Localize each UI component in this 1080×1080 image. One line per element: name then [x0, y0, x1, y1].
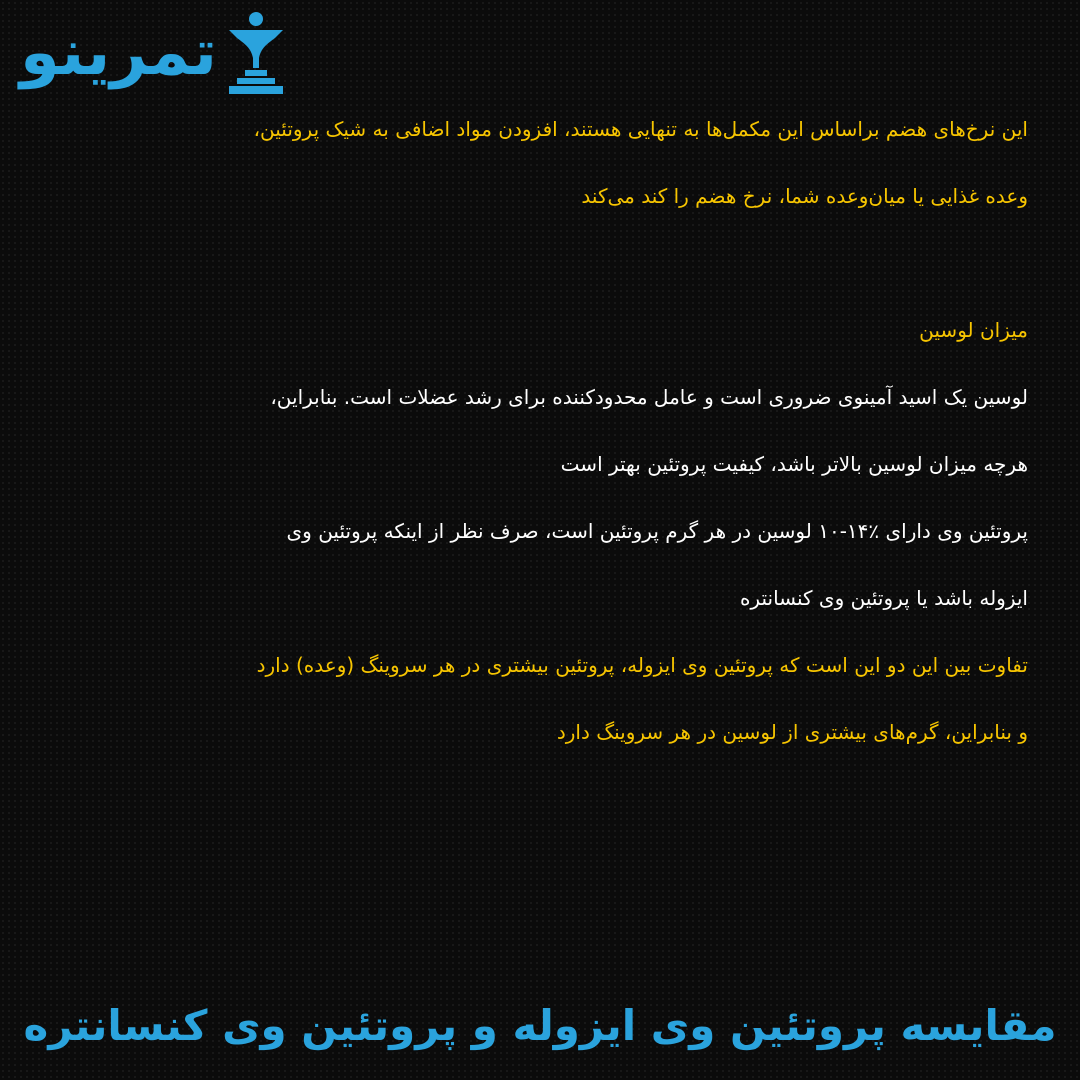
article-body [70, 96, 1028, 766]
chess-piece-icon [223, 10, 289, 96]
body-line-2: هرچه میزان لوسین بالاتر باشد، کیفیت پروتئین بهتر است [560, 452, 1028, 476]
difference-line-1: تفاوت بین این دو این است که پروتئین وی ایزوله، پروتئین بیشتری در هر سروینگ (وعده) دارد [256, 653, 1028, 677]
body-line-3: پروتئین وی دارای ٪۱۴-۱۰ لوسین در هر گرم پروتئین است، صرف نظر از اینکه پروتئین وی [286, 519, 1028, 543]
footer-title: مقایسه پروتئین وی ایزوله و پروتئین وی کنسانتره [23, 1001, 1057, 1050]
difference-line-2: و بنابراین، گرم‌های بیشتری از لوسین در هر سروینگ دارد [556, 720, 1028, 744]
body-line-1: لوسین یک اسید آمینوی ضروری است و عامل محدودکننده برای رشد عضلات است. بنابراین، [270, 385, 1028, 409]
spacer [70, 230, 1028, 297]
brand-name: تمرینو [20, 16, 218, 90]
section-heading: میزان لوسین [919, 318, 1028, 342]
body-line-4: ایزوله باشد یا پروتئین وی کنسانتره [739, 586, 1028, 610]
intro-line-1: این نرخ‌های هضم براساس این مکمل‌ها به تنهایی هستند، افزودن مواد اضافی به شیک پروتئین، [253, 117, 1028, 141]
brand-logo [20, 8, 289, 98]
intro-line-2: وعده غذایی یا میان‌وعده شما، نرخ هضم را کند می‌کند [581, 184, 1028, 208]
